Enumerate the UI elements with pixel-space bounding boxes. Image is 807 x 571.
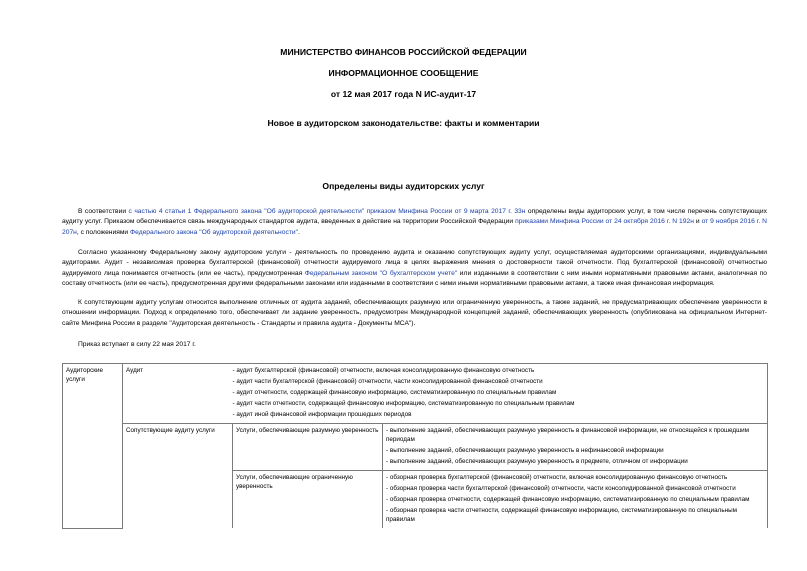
limited-label-cell: Услуги, обеспечивающие ограниченную уверенность — [233, 471, 383, 529]
list-item: - аудит части отчетности, содержащей финансовую информацию, систематизированную по специальным правилам — [232, 400, 575, 407]
text: , с положениями — [76, 228, 131, 236]
list-item: - обзорная проверка части отчетности, содержащей финансовую информацию, систематизированную по специальным правилам — [386, 507, 737, 523]
root-cell: Аудиторские услуги — [63, 364, 123, 529]
reasonable-items-cell — [383, 424, 768, 471]
paragraph-1 — [62, 207, 767, 238]
text: и — [693, 218, 702, 226]
list-item: - обзорная проверка части бухгалтерской (финансовой) отчетности, части консолидированной финансовой отчетности — [386, 485, 736, 492]
list-item: - выполнение заданий, обеспечивающих разумную уверенность в нефинансовой информации — [386, 447, 664, 454]
table-row — [63, 424, 768, 471]
text: определены виды аудиторских услуг, в том числе перечень сопутствующих аудиту услуг. Приказом обеспечивается связь международных стандартов аудита, введенных в действие на территории Российской Федерации — [62, 208, 767, 226]
audit-law-link[interactable]: Федерального закона "Об аудиторской деятельности" — [130, 228, 298, 236]
ministry-heading: МИНИСТЕРСТВО ФИНАНСОВ РОССИЙСКОЙ ФЕДЕРАЦИИ — [280, 47, 527, 57]
list-item: - выполнение заданий, обеспечивающих разумную уверенность в предмете, отличном от информации — [386, 458, 688, 465]
list-item: - выполнение заданий, обеспечивающих разумную уверенность в финансовой информации, не относящейся к прошедшим периодам — [386, 427, 749, 443]
list-item: - аудит бухгалтерской (финансовой) отчетности, включая консолидированную финансовую отчетность — [232, 367, 535, 374]
text: К сопутствующим аудиту услугам относится выполнение отличных от аудита заданий, обеспечивающих разумную или ограниченную уверенность, а также заданий, не предусматривающих обеспечение уверенности в отношении информации. Подход к определению того, обеспечивает ли задание уверенность, предусмотрен Международной концепцией заданий, обеспечивающих уверенность (опубликована на официальном Интернет-сайте Минфина России в разделе "Аудиторская деятельность - Стандарты и правила аудита - Документы МСА"). — [62, 299, 767, 327]
limited-items-cell — [383, 471, 768, 529]
order-207n-link[interactable]: от 9 ноября 2016 г. N 207н — [62, 218, 768, 236]
paragraph-2 — [62, 248, 767, 290]
order-192n-link[interactable]: приказами Минфина России от 24 октября 2016 г. N 192н — [515, 218, 694, 226]
audit-items-cell — [233, 364, 768, 424]
audit-label-cell: Аудит — [123, 364, 233, 424]
text: Согласно указанному Федеральному закону аудиторские услуги - деятельность по проведению аудита и оказанию сопутствующих аудиту услуг, осуществляемая аудиторскими организациями, индивидуальными аудиторами. Аудит - независимая проверка бухгалтерской (финансовой) отчетности аудируемого лица в целях выражения мнения о достоверности такой отчетности. Под бухгалтерской (финансовой) отчетностью аудируемого лица понимается отчетность (или ее часть), предусмотренная — [62, 249, 767, 277]
table-row — [63, 364, 768, 424]
reasonable-label-cell: Услуги, обеспечивающие разумную уверенность — [233, 424, 383, 471]
text: Приказ вступает в силу 22 мая 2017 г. — [78, 341, 196, 348]
list-item: - обзорная проверка отчетности, содержащей финансовую информацию, систематизированную по специальным правилам — [386, 496, 750, 503]
law-article-link[interactable]: с частью 4 статьи 1 Федерального закона "Об аудиторской деятельности" — [128, 208, 365, 215]
text: В соответствии — [78, 208, 129, 215]
related-label-cell: Сопутствующие аудиту услуги — [123, 424, 233, 529]
accounting-law-link[interactable]: Федеральным законом "О бухгалтерском учете" — [304, 269, 458, 277]
text: или изданными в соответствии с ним иными нормативными правовыми актами, аналогичная по составу отчетность (или ее часть), предусмотренная другими федеральными законами или изданными в соответствии с ними иными нормативными правовыми актами, а также иная финансовая информация. — [62, 269, 767, 288]
paragraph-4 — [62, 340, 767, 350]
doc-date-heading: от 12 мая 2017 года N ИС-аудит-17 — [330, 89, 477, 99]
list-item: - аудит части бухгалтерской (финансовой) отчетности, части консолидированной финансовой отчетности — [232, 378, 543, 385]
doc-type-heading: ИНФОРМАЦИОННОЕ СООБЩЕНИЕ — [328, 68, 479, 78]
list-item: - аудит отчетности, содержащей финансовую информацию, систематизированную по специальным правилам — [232, 389, 557, 396]
text: . — [298, 228, 300, 236]
list-item: - аудит иной финансовой информации прошедших периодов — [232, 411, 412, 418]
subtitle-heading: Новое в аудиторском законодательстве: факты и комментарии — [267, 118, 540, 128]
order-33n-link[interactable]: приказом Минфина России от 9 марта 2017 г. 33н — [366, 208, 526, 215]
paragraph-3 — [62, 298, 767, 329]
audit-services-table — [62, 363, 768, 529]
section-title: Определены виды аудиторских услуг — [322, 181, 485, 191]
list-item: - обзорная проверка бухгалтерской (финансовой) отчетности, включая консолидированную финансовую отчетность — [386, 474, 728, 481]
